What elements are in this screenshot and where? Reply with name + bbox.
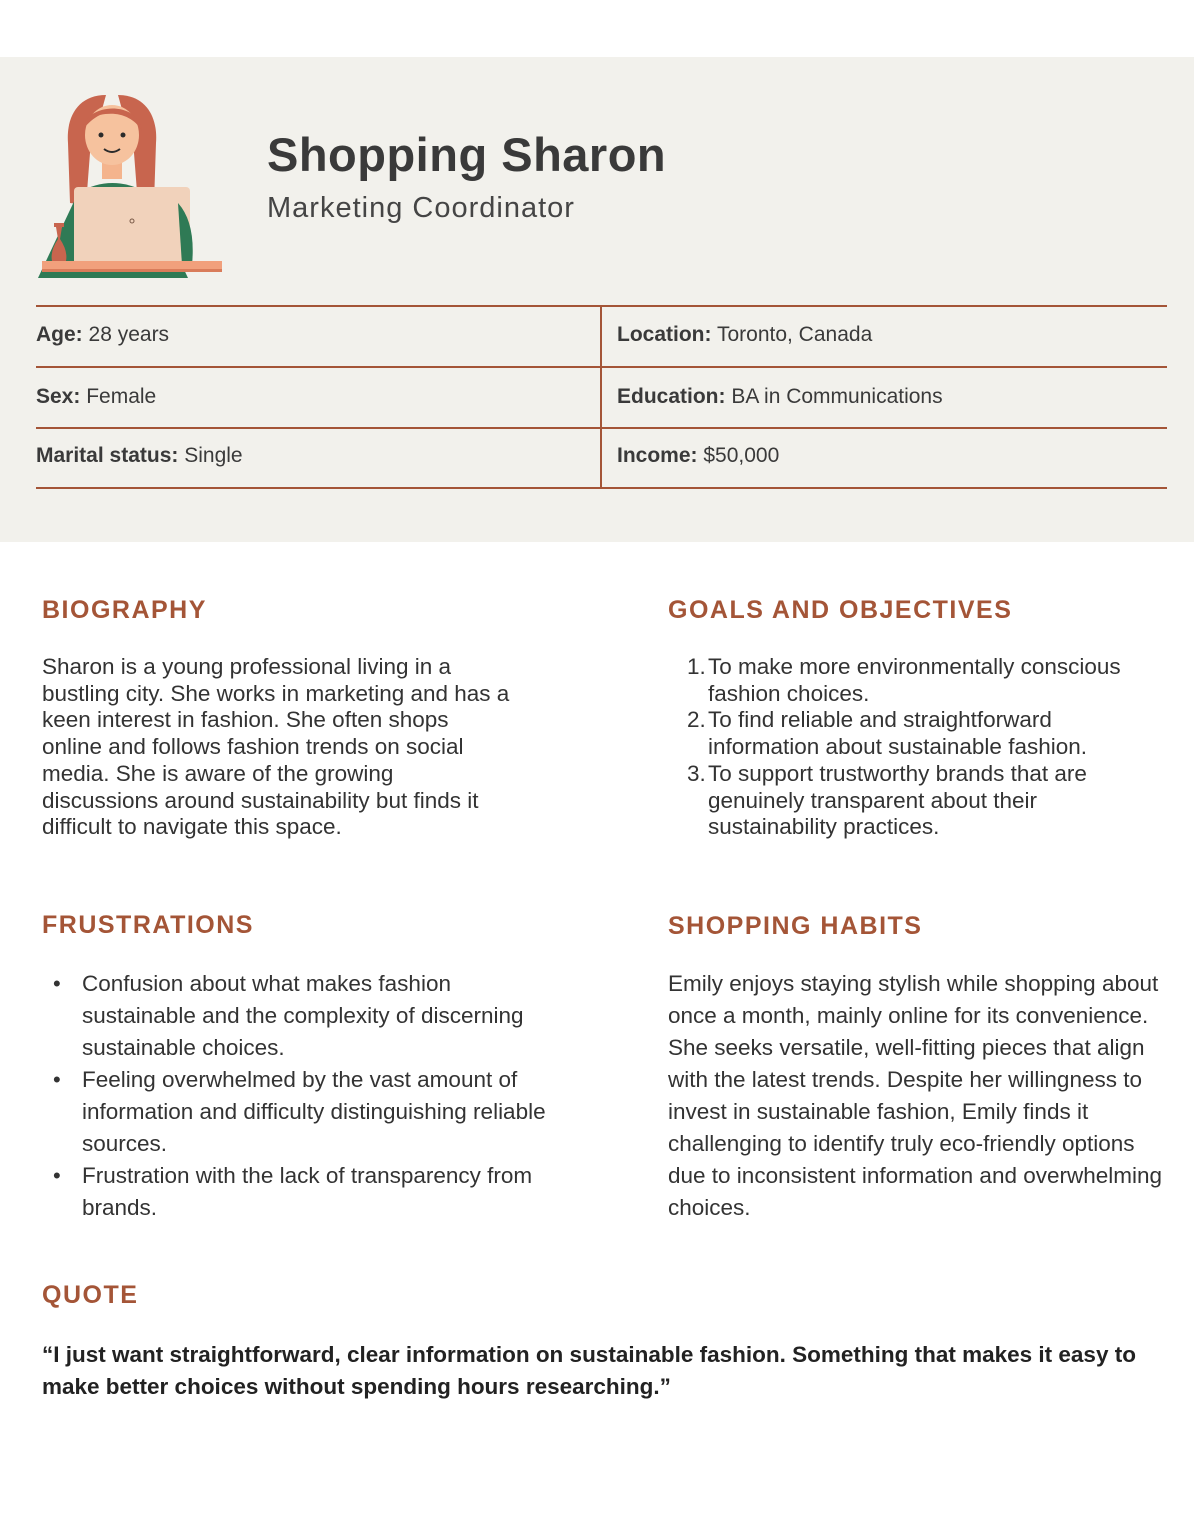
persona-name: Shopping Sharon	[267, 128, 667, 181]
detail-sex: Sex: Female	[36, 385, 157, 408]
list-item: 3. To support trustworthy brands that are genuinely transparent about their sustainability practices.	[687, 760, 1087, 840]
detail-location: Location: Toronto, Canada	[617, 323, 873, 346]
profile-header	[0, 57, 1194, 542]
frustrations-title: FRUSTRATIONS	[42, 911, 254, 939]
column-divider	[600, 305, 602, 489]
list-item: • Frustration with the lack of transparency from brands.	[42, 1160, 562, 1224]
goals-title: GOALS AND OBJECTIVES	[668, 596, 1013, 624]
biography-title: BIOGRAPHY	[42, 596, 207, 624]
persona-role: Marketing Coordinator	[267, 192, 575, 224]
frustrations-list	[42, 968, 562, 1224]
detail-marital-status: Marital status: Single	[36, 444, 243, 467]
list-item: 2. To find reliable and straightforward information about sustainable fashion.	[687, 707, 1087, 760]
biography-text: Sharon is a young professional living in a bustling city. She works in marketing and has a keen interest in fashion. She often shops online and follows fashion trends on social media. She is aware of the growing discussions around sustainability but finds it difficult to navigate this space.	[42, 654, 510, 840]
quote-text: “I just want straightforward, clear information on sustainable fashion. Something that makes it easy to make better choices without spending hours researching.”	[42, 1342, 1136, 1399]
list-item: • Feeling overwhelmed by the vast amount of information and difficulty distinguishing reliable sources.	[42, 1064, 562, 1160]
list-item: 1. To make more environmentally conscious fashion choices.	[687, 654, 1121, 706]
list-item: • Confusion about what makes fashion sustainable and the complexity of discerning sustainable choices.	[42, 968, 562, 1064]
detail-age: Age: 28 years	[36, 323, 170, 346]
shopping-habits-text: Emily enjoys staying stylish while shopping about once a month, mainly online for its convenience. She seeks versatile, well-fitting pieces that align with the latest trends. Despite her willingness to invest in sustainable fashion, Emily finds it challenging to identify truly eco-friendly options due to inconsistent information and overwhelming choices.	[668, 971, 1163, 1220]
goals-list	[668, 654, 1168, 841]
shopping-habits-title: SHOPPING HABITS	[668, 912, 923, 940]
quote-title: QUOTE	[42, 1281, 139, 1309]
detail-education: Education: BA in Communications	[617, 385, 943, 408]
detail-income: Income: $50,000	[617, 444, 780, 467]
avatar	[38, 93, 228, 278]
